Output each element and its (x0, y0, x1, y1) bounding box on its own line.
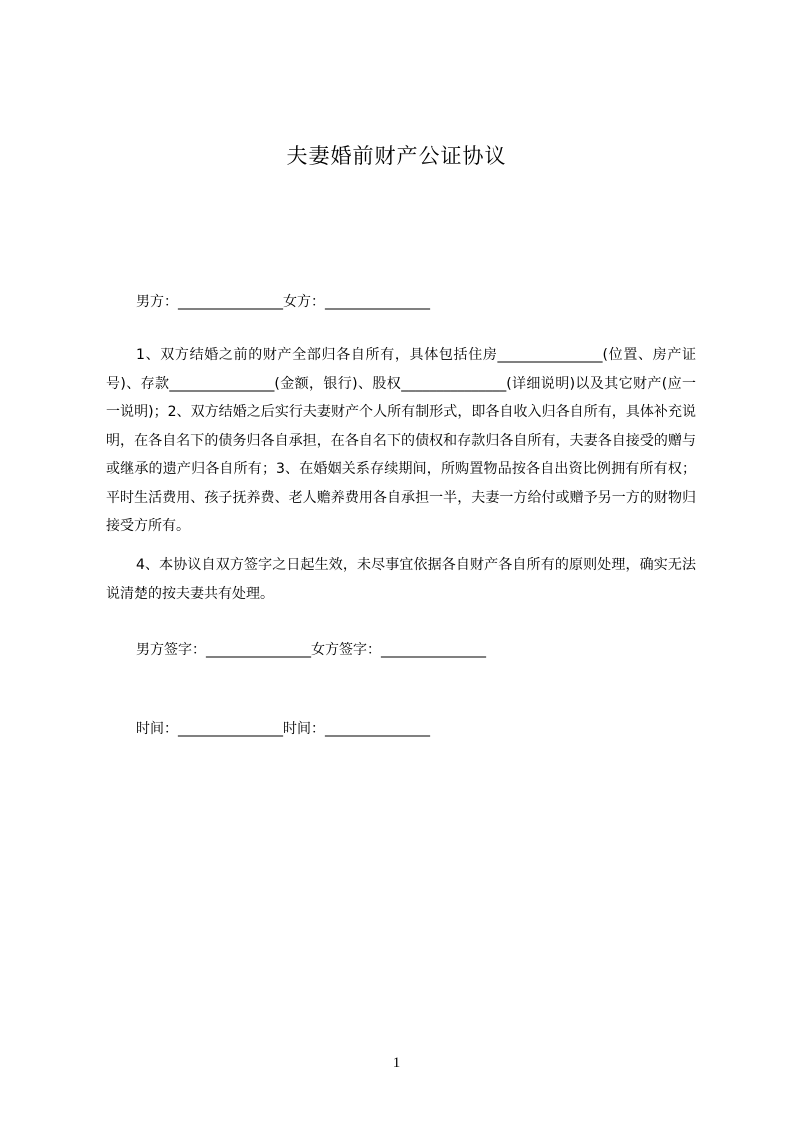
clause-1-to-3: 1、双方结婚之前的财产全部归各自所有，具体包括住房_______________(位置、房产证号)、存款_______________(金额，银行)、股权_______________(详细说明)以及其它财产(应一一说明)；2、双方结婚之后实行夫妻财产个人所有制形式，即各自收入归各自所有，具体补充说明，在各自名下的债务归各自承担，在各自名下的债权和存款归各自所有，夫妻各自接受的赠与或继承的遗产归各自所有；3、在婚姻关系存续期间，所购置物品按各自出资比例拥有所有权；平时生活费用、孩子抚养费、老人赡养费用各自承担一半，夫妻一方给付或赠予另一方的财物归接受方所有。 (106, 347, 696, 534)
clause-4: 4、本协议自双方签字之日起生效，未尽事宜依据各自财产各自所有的原则处理，确实无法说清楚的按夫妻共有处理。 (106, 557, 696, 602)
parties-line: 男方：_______________女方：_______________ (136, 294, 430, 310)
signature-line: 男方签字：_______________女方签字：_______________ (136, 642, 486, 658)
document-title: 夫妻婚前财产公证协议 (286, 144, 507, 168)
date-line: 时间：_______________时间：_______________ (136, 721, 430, 737)
page-number: 1 (392, 1055, 401, 1071)
